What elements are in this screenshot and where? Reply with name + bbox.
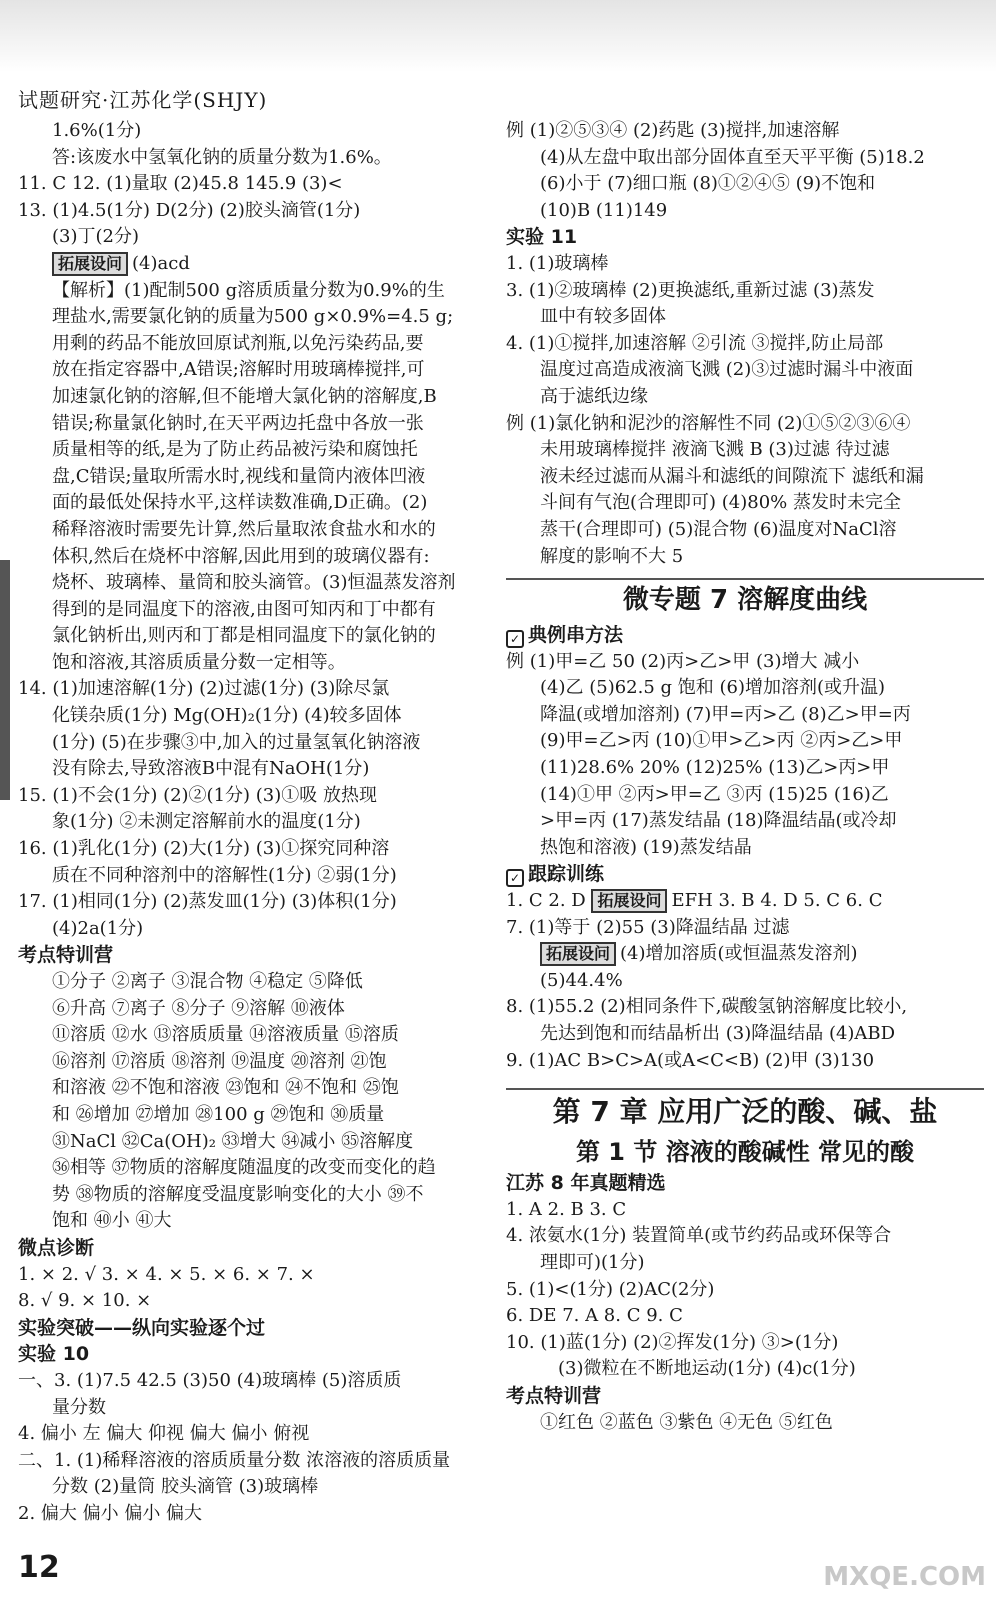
line-text: 14. (1)加速溶解(1分) (2)过滤(1分) (3)除尽氯 <box>18 678 390 700</box>
line-text: (5)44.4% <box>540 969 623 991</box>
answer-line-left <box>18 1022 488 1049</box>
line-text: 9. (1)AC B>C>A(或A<C<B) (2)甲 (3)130 <box>506 1049 875 1071</box>
answer-line-right <box>506 384 984 411</box>
answer-line-left <box>18 145 488 172</box>
line-text: 温度过高造成液滴飞溅 (2)③过滤时漏斗中液面 <box>540 359 914 381</box>
answer-line-left <box>18 304 488 331</box>
line-text: 先达到饱和而结晶析出 (3)降温结晶 (4)ABD <box>540 1023 896 1044</box>
answer-line-left <box>18 171 488 198</box>
line-text: 放在指定容器中,A错误;溶解时用玻璃棒搅拌,可 <box>52 359 425 381</box>
answer-line-left <box>18 730 488 757</box>
answer-line-left <box>18 916 488 943</box>
answer-line-left <box>18 331 488 358</box>
line-text: (4)乙 (5)62.5 g 饱和 (6)增加溶剂(或升温) <box>540 677 886 699</box>
side-tab <box>0 560 10 800</box>
answer-line-right <box>506 437 984 464</box>
answer-line-left <box>18 1235 488 1262</box>
answer-line-right <box>506 915 984 942</box>
line-text: 和溶液 ㉒不饱和溶液 ㉓饱和 ㉔不饱和 ㉕饱 <box>52 1077 399 1099</box>
answer-line-right <box>506 1021 984 1048</box>
line-text: 4. (1)①搅拌,加速溶解 ②引流 ③搅拌,防止局部 <box>506 332 884 354</box>
line-text: 微专题 7 溶解度曲线 <box>622 585 868 616</box>
line-text: 理即可)(1分) <box>540 1251 645 1273</box>
line-text: (10)B (11)149 <box>540 199 668 221</box>
line-text: 降温(或增加溶剂) (7)甲=丙>乙 (8)乙>甲=丙 <box>540 703 911 725</box>
answer-line-right <box>506 941 984 968</box>
line-text: 微点诊断 <box>18 1236 95 1259</box>
line-text: 例 (1)氯化钠和泥沙的溶解性不同 (2)①⑤②③⑥④ <box>506 412 911 434</box>
answer-line-left <box>18 703 488 730</box>
answer-line-left <box>18 570 488 597</box>
line-text: 加速氯化钠的溶解,但不能增大氯化钠的溶解度,B <box>52 385 437 407</box>
answer-line-left <box>18 1182 488 1209</box>
line-text: 二、1. (1)稀释溶液的溶质质量分数 浓溶液的溶质质量 <box>18 1449 451 1471</box>
answer-line-left <box>18 437 488 464</box>
line-text: 17. (1)相同(1分) (2)蒸发皿(1分) (3)体积(1分) <box>18 891 397 913</box>
extension-tag: 拓展设问 <box>52 252 128 276</box>
answer-line-left <box>18 490 488 517</box>
answer-line-left <box>18 1208 488 1235</box>
line-text: (4)增加溶质(或恒温蒸发溶剂) <box>620 943 858 965</box>
answer-line-right <box>506 304 984 331</box>
page-number: 12 <box>18 1550 60 1585</box>
line-text: 质在不同种溶剂中的溶解性(1分) ②弱(1分) <box>52 864 397 886</box>
answer-line-right <box>506 251 984 278</box>
line-text: 稀释溶液时需要先计算,然后量取浓食盐水和水的 <box>52 518 436 540</box>
line-text: 和 ㉖增加 ㉗增加 ㉘100 g ㉙饱和 ㉚质量 <box>52 1103 385 1125</box>
answer-line-right <box>506 675 984 702</box>
answer-line-left <box>18 756 488 783</box>
line-text: ①红色 ②蓝色 ③紫色 ④无色 ⑤红色 <box>540 1411 833 1433</box>
line-text: 用剩的药品不能放回原试剂瓶,以免污染药品,要 <box>52 332 424 354</box>
line-text: 面的最低处保持水平,这样读数准确,D正确。(2) <box>52 492 428 514</box>
line-text: 斗间有气泡(合理即可) (4)80% 蒸发时未完全 <box>540 492 901 514</box>
answer-line-right <box>506 1048 984 1075</box>
answer-line-left <box>18 1421 488 1448</box>
answer-line-right <box>506 861 984 888</box>
answer-line-right <box>506 411 984 438</box>
answer-line-left <box>18 996 488 1023</box>
line-text: 1. A 2. B 3. C <box>506 1198 627 1220</box>
line-text: 高于滤纸边缘 <box>540 385 648 407</box>
line-text: (3)微粒在不断地运动(1分) (4)c(1分) <box>558 1358 856 1380</box>
answer-line-right <box>506 464 984 491</box>
answer-line-right <box>506 782 984 809</box>
line-text: 10. (1)蓝(1分) (2)②挥发(1分) ③>(1分) <box>506 1331 839 1353</box>
line-text: 2. 偏大 偏小 偏小 偏大 <box>18 1502 203 1524</box>
answer-line-right <box>506 517 984 544</box>
answer-line-right <box>506 1277 984 1304</box>
line-text: (9)甲=乙>丙 (10)①甲>乙>丙 ②丙>乙>甲 <box>540 730 903 752</box>
line-text: 5. (1)<(1分) (2)AC(2分) <box>506 1278 715 1300</box>
line-text: (1分) (5)在步骤③中,加入的过量氢氧化钠溶液 <box>52 731 421 753</box>
line-text: 得到的是同温度下的溶液,由图可知丙和丁中都有 <box>52 598 436 620</box>
line-text: (6)小于 (7)细口瓶 (8)①②④⑤ (9)不饱和 <box>540 173 876 195</box>
line-text: 6. DE 7. A 8. C 9. C <box>506 1305 683 1327</box>
answer-line-right <box>506 649 984 676</box>
line-text: 4. 偏小 左 偏大 仰视 偏大 偏小 俯视 <box>18 1423 310 1445</box>
line-text: 8. √ 9. × 10. × <box>18 1290 152 1312</box>
answer-line-right <box>506 888 984 915</box>
line-text: ㉛NaCl ㉜Ca(OH)₂ ㉝增大 ㉞减小 ㉟溶解度 <box>52 1130 414 1152</box>
answer-line-right <box>506 728 984 755</box>
line-text: (3)丁(2分) <box>52 226 139 248</box>
answer-line-left <box>18 1102 488 1129</box>
line-text: 答:该废水中氢氧化钠的质量分数为1.6%。 <box>52 146 392 168</box>
answer-line-left <box>18 357 488 384</box>
top-gradient-bar <box>0 0 996 72</box>
answer-line-left <box>18 224 488 251</box>
line-text: 理盐水,需要氯化钠的质量为500 g×0.9%=4.5 g; <box>52 306 454 328</box>
line-text: (4)从左盘中取出部分固体直至天平平衡 (5)18.2 <box>540 146 925 168</box>
answer-line-left <box>18 544 488 571</box>
line-text: ①分子 ②离子 ③混合物 ④稳定 ⑤降低 <box>52 971 363 992</box>
answer-line-right <box>506 145 984 172</box>
answer-line-right <box>506 578 984 620</box>
answer-line-right <box>506 1197 984 1224</box>
answer-line-left <box>18 889 488 916</box>
line-text: 蒸干(合理即可) (5)混合物 (6)温度对NaCl溶 <box>540 518 897 540</box>
line-text: 化镁杂质(1分) Mg(OH)₂(1分) (4)较多固体 <box>52 705 402 727</box>
line-text: 4. 浓氨水(1分) 装置简单(或节约药品或环保等合 <box>506 1225 892 1247</box>
answer-line-right <box>506 1134 984 1170</box>
answer-line-right <box>506 1356 984 1383</box>
extension-tag: 拓展设问 <box>591 889 667 913</box>
line-text: (4)acd <box>132 252 190 274</box>
answer-line-left <box>18 198 488 225</box>
line-text: ⑯溶剂 ⑰溶质 ⑱溶剂 ⑲温度 ⑳溶剂 ㉑饱 <box>52 1050 387 1072</box>
answer-line-left <box>18 650 488 677</box>
line-text: 第 1 节 溶液的酸碱性 常见的酸 <box>575 1138 915 1167</box>
answer-line-left <box>18 1368 488 1395</box>
line-text: 1. (1)玻璃棒 <box>506 252 609 274</box>
answer-line-right <box>506 1250 984 1277</box>
line-text: 13. (1)4.5(1分) D(2分) (2)胶头滴管(1分) <box>18 199 361 221</box>
line-text: 饱和溶液,其溶质质量分数一定相等。 <box>52 651 346 673</box>
answer-line-left <box>18 783 488 810</box>
line-text: 一、3. (1)7.5 42.5 (3)50 (4)玻璃棒 (5)溶质质 <box>18 1369 402 1391</box>
line-text: 实验 10 <box>18 1343 90 1366</box>
line-text: 例 (1)②⑤③④ (2)药匙 (3)搅拌,加速溶解 <box>506 120 840 141</box>
answer-line-right <box>506 357 984 384</box>
line-text: 实验 11 <box>506 226 578 249</box>
line-text: 没有除去,导致溶液B中混有NaOH(1分) <box>52 758 370 780</box>
line-text: 饱和 ㊵小 ㊶大 <box>52 1210 172 1232</box>
right-column <box>506 118 984 1436</box>
answer-line-left <box>18 1049 488 1076</box>
answer-line-left <box>18 517 488 544</box>
line-text: 热饱和溶液) (19)蒸发结晶 <box>540 836 752 858</box>
line-text: 皿中有较多固体 <box>540 306 666 328</box>
answer-line-right <box>506 1223 984 1250</box>
line-text: 3. (1)②玻璃棒 (2)更换滤纸,重新过滤 (3)蒸发 <box>506 279 875 301</box>
answer-line-left <box>18 1129 488 1156</box>
line-text: 11. C 12. (1)量取 (2)45.8 145.9 (3)< <box>18 173 343 195</box>
line-text: 【解析】(1)配制500 g溶质质量分数为0.9%的生 <box>52 279 445 301</box>
answer-line-left <box>18 411 488 438</box>
answer-line-left <box>18 1075 488 1102</box>
answer-line-right <box>506 622 984 649</box>
answer-line-right <box>506 835 984 862</box>
answer-line-right <box>506 1330 984 1357</box>
answer-line-left <box>18 118 488 145</box>
answer-line-left <box>18 1395 488 1422</box>
page-header: 试题研究·江苏化学(SHJY) <box>18 88 268 112</box>
answer-line-right <box>506 278 984 305</box>
line-text: 氯化钠析出,则丙和丁都是相同温度下的氯化钠的 <box>52 625 436 647</box>
answer-line-right <box>506 1303 984 1330</box>
answer-line-right <box>506 118 984 145</box>
line-text: 江苏 8 年真题精选 <box>506 1172 666 1195</box>
line-text: 体积,然后在烧杯中溶解,因此用到的玻璃仪器有: <box>52 545 430 567</box>
answer-line-right <box>506 198 984 225</box>
line-text: 烧杯、玻璃棒、量筒和胶头滴管。(3)恒温蒸发溶剂 <box>52 572 456 594</box>
line-text-part: 1. C 2. D <box>506 890 592 912</box>
line-text: 7. (1)等于 (2)55 (3)降温结晶 过滤 <box>506 916 790 938</box>
answer-line-right <box>506 994 984 1021</box>
answer-line-right <box>506 1383 984 1410</box>
answer-line-left <box>18 809 488 836</box>
answer-line-right <box>506 1410 984 1437</box>
answer-line-left <box>18 836 488 863</box>
answer-line-left <box>18 597 488 624</box>
answer-line-left <box>18 384 488 411</box>
answer-line-left <box>18 1474 488 1501</box>
line-text: 未用玻璃棒搅拌 液滴飞溅 B (3)过滤 待过滤 <box>540 439 890 461</box>
answer-line-right <box>506 171 984 198</box>
answer-line-left <box>18 1448 488 1475</box>
answer-line-left <box>18 1262 488 1289</box>
line-text: ⑪溶质 ⑫水 ⑬溶质质量 ⑭溶液质量 ⑮溶质 <box>52 1024 399 1046</box>
line-text: 1. × 2. √ 3. × 4. × 5. × 6. × 7. × <box>18 1263 315 1285</box>
line-text: ㊱相等 ㊲物质的溶解度随温度的改变而变化的趋 <box>52 1157 436 1179</box>
answer-line-left <box>18 1315 488 1342</box>
line-text: 8. (1)55.2 (2)相同条件下,碳酸氢钠溶解度比较小, <box>506 996 908 1018</box>
line-text: >甲=丙 (17)蒸发结晶 (18)降温结晶(或冷却 <box>540 810 897 832</box>
line-text: ⑥升高 ⑦离子 ⑧分子 ⑨溶解 ⑩液体 <box>52 997 345 1019</box>
line-text: 质量相等的纸,是为了防止药品被污染和腐蚀托 <box>52 439 418 461</box>
line-text: 错误;称量氯化钠时,在天平两边托盘中各放一张 <box>52 412 424 434</box>
line-text: 象(1分) ②未测定溶解前水的温度(1分) <box>52 811 361 833</box>
line-text: 例 (1)甲=乙 50 (2)丙>乙>甲 (3)增大 减小 <box>506 650 860 672</box>
answer-line-right <box>506 968 984 995</box>
line-text: (11)28.6% 20% (12)25% (13)乙>丙>甲 <box>540 757 890 779</box>
answer-line-left <box>18 623 488 650</box>
answer-line-right <box>506 224 984 251</box>
line-text: 跟踪训练 <box>528 863 605 886</box>
line-text: (14)①甲 ②丙>甲=乙 ③丙 (15)25 (16)乙 <box>540 783 889 805</box>
answer-line-right <box>506 702 984 729</box>
left-column <box>18 118 488 1527</box>
watermark: MXQE.COM <box>823 1562 986 1592</box>
answer-line-left <box>18 969 488 996</box>
line-text: 盘,C错误;量取所需水时,视线和量筒内液体凹液 <box>52 465 426 487</box>
answer-line-right <box>506 1088 984 1134</box>
extension-tag: 拓展设问 <box>540 942 616 966</box>
line-text: 液未经过滤而从漏斗和滤纸的间隙流下 滤纸和漏 <box>540 465 924 487</box>
line-text: (4)2a(1分) <box>52 917 144 939</box>
answer-line-right <box>506 755 984 782</box>
answer-line-left <box>18 1288 488 1315</box>
line-text: 实验突破——纵向实验逐个过 <box>18 1316 266 1339</box>
answer-line-left <box>18 1501 488 1528</box>
answer-line-right <box>506 544 984 571</box>
answer-line-left <box>18 1341 488 1368</box>
answer-line-right <box>506 490 984 517</box>
line-text: 解度的影响不大 5 <box>540 545 684 567</box>
line-text: 第 7 章 应用广泛的酸、碱、盐 <box>552 1095 938 1129</box>
line-text: 量分数 <box>52 1396 106 1418</box>
line-text: 15. (1)不会(1分) (2)②(1分) (3)①吸 放热现 <box>18 784 377 806</box>
line-text-part: EFH 3. B 4. D 5. C 6. C <box>671 890 883 912</box>
answer-line-right <box>506 1170 984 1197</box>
answer-line-left <box>18 1155 488 1182</box>
answer-line-left <box>18 676 488 703</box>
answer-line-left <box>18 251 488 278</box>
line-text: 典例串方法 <box>528 624 624 647</box>
line-text: 考点特训营 <box>506 1384 602 1407</box>
line-text: 分数 (2)量筒 胶头滴管 (3)玻璃棒 <box>52 1476 319 1498</box>
line-text: 1.6%(1分) <box>52 120 142 141</box>
answer-line-left <box>18 942 488 969</box>
check-icon: ✓ <box>506 869 524 887</box>
line-text: 考点特训营 <box>18 944 114 967</box>
line-text: 势 ㊳物质的溶解度受温度影响变化的大小 ㊴不 <box>52 1183 424 1205</box>
answer-line-left <box>18 464 488 491</box>
answer-line-right <box>506 808 984 835</box>
answer-line-right <box>506 331 984 358</box>
answer-line-left <box>18 863 488 890</box>
answer-line-left <box>18 278 488 305</box>
check-icon: ✓ <box>506 630 524 648</box>
line-text: 16. (1)乳化(1分) (2)大(1分) (3)①探究同种溶 <box>18 838 390 860</box>
